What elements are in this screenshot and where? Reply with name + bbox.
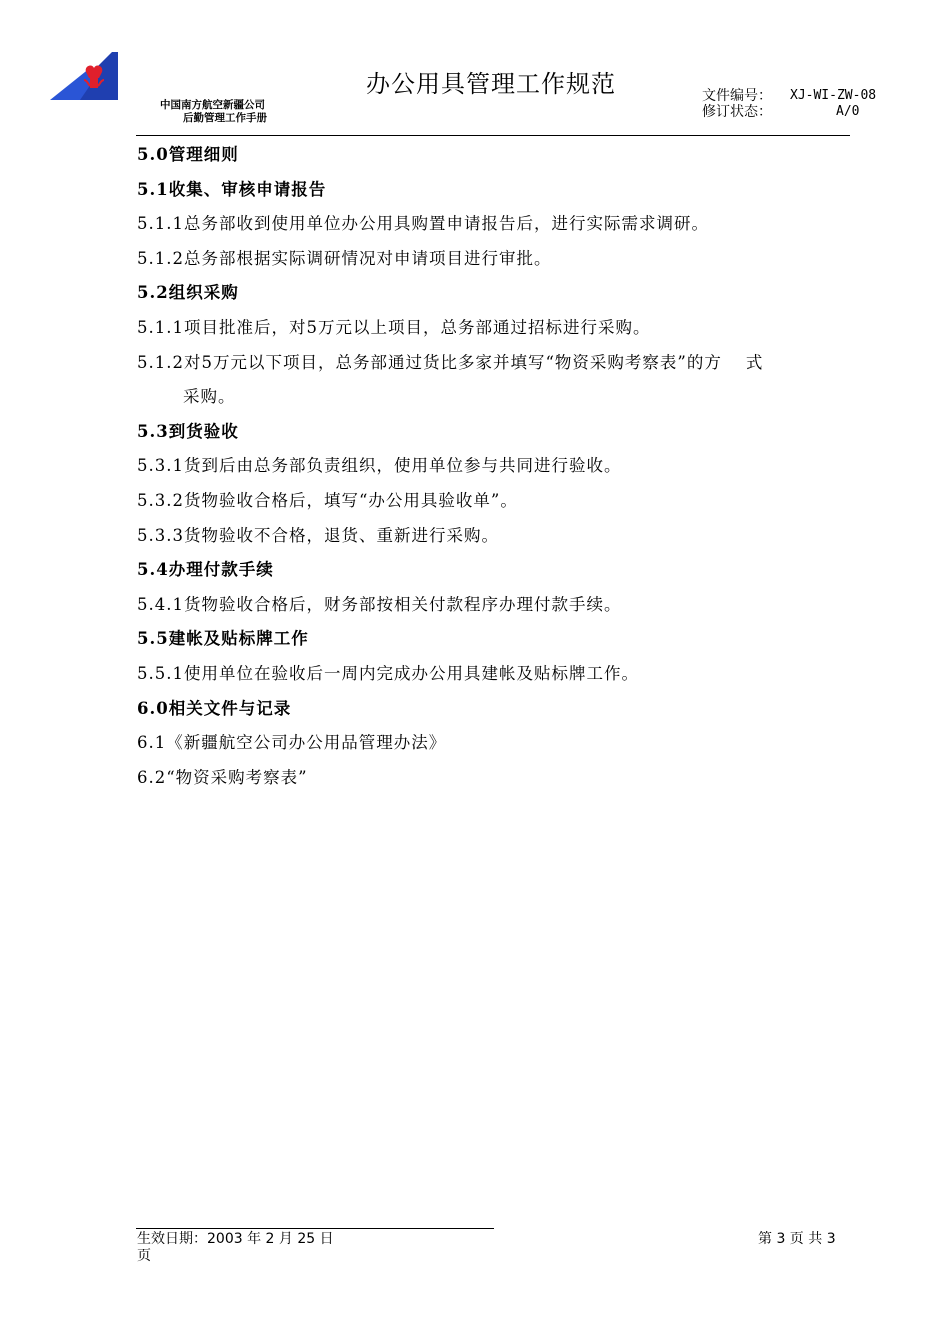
revision-row — [702, 104, 876, 120]
page-word: 页 — [137, 1248, 151, 1264]
page-number: 第 3 页 共 3 — [758, 1231, 836, 1247]
paragraph: 6.1《新疆航空公司办公用品管理办法》 — [137, 733, 447, 753]
org-line-2: 后勤管理工作手册 — [183, 112, 267, 124]
org-line-1: 中国南方航空新疆公司 — [160, 99, 265, 111]
paragraph: 5.5.1使用单位在验收后一周内完成办公用具建帐及贴标牌工作。 — [137, 663, 639, 683]
paragraph: 5.3.1货到后由总务部负责组织，使用单位参与共同进行验收。 — [137, 456, 622, 476]
paragraph — [137, 346, 857, 381]
footer-effective-date — [137, 1231, 334, 1265]
paragraph: 5.3.2货物验收合格后，填写“办公用具验收单”。 — [137, 490, 518, 510]
document-body — [137, 138, 857, 795]
paragraph: 5.1.2总务部根据实际调研情况对申请项目进行审批。 — [137, 248, 552, 268]
paragraph: 5.3.3货物验收不合格，退货、重新进行采购。 — [137, 525, 499, 545]
header-divider — [136, 135, 850, 136]
doc-number-label: 文件编号： — [702, 88, 772, 104]
revision-label: 修订状态： — [702, 104, 772, 120]
footer-divider — [136, 1228, 494, 1229]
document-title: 办公用具管理工作规范 — [366, 70, 616, 98]
section-heading: 6.0相关文件与记录 — [137, 698, 292, 718]
company-logo — [50, 50, 118, 100]
paragraph: 5.1.1项目批准后，对5万元以上项目，总务部通过招标进行采购。 — [137, 317, 651, 337]
paragraph-text: 5.1.2对5万元以下项目，总务部通过货比多家并填写“物资采购考察表”的方 — [137, 352, 722, 372]
paragraph: 6.2“物资采购考察表” — [137, 767, 308, 787]
section-heading: 5.1收集、审核申请报告 — [137, 179, 327, 199]
section-heading: 5.5建帐及贴标牌工作 — [137, 629, 309, 649]
paragraph: 5.1.1总务部收到使用单位办公用具购置申请报告后，进行实际需求调研。 — [137, 214, 709, 234]
section-heading: 5.0管理细则 — [137, 145, 239, 164]
revision-value: A/0 — [836, 104, 860, 119]
paragraph-text-tail: 式 — [745, 352, 764, 372]
paragraph: 5.4.1货物验收合格后，财务部按相关付款程序办理付款手续。 — [137, 594, 622, 614]
effective-date: 生效日期：2003 年 2 月 25 日 — [137, 1231, 334, 1247]
section-heading: 5.3到货验收 — [137, 421, 239, 441]
doc-number-row — [702, 88, 876, 104]
doc-number: XJ-WI-ZW-08 — [790, 88, 877, 103]
document-info — [702, 88, 876, 120]
section-heading: 5.2组织采购 — [137, 283, 239, 303]
section-heading: 5.4办理付款手续 — [137, 560, 274, 580]
organization-name — [160, 99, 267, 125]
paragraph-continuation: 采购。 — [183, 387, 236, 407]
